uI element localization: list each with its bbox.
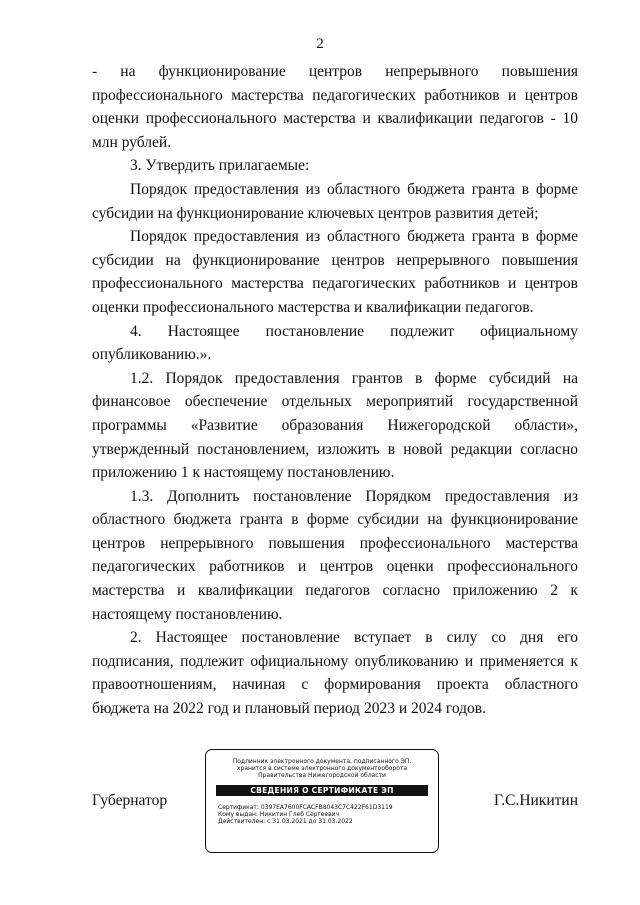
signatory-position: Губернатор	[92, 792, 168, 809]
valid-value: с 31.03.2021 до 31.03.2022	[267, 818, 353, 826]
paragraph-bullet: - на функционирование центров непрерывного повышения профессионального мастерства педагогических работников и центров оценки профессионального мастерства и квалификации педагогов - 10 млн рублей.	[92, 63, 578, 151]
certificate-value: 0397EA7600FCACFB8043C7C422F61D3119	[260, 803, 393, 811]
stamp-details	[218, 804, 438, 826]
paragraph: 4. Настоящее постановление подлежит официальному опубликованию.».	[92, 322, 578, 364]
signatory-name: Г.С.Никитин	[494, 792, 578, 809]
paragraph: 1.3. Дополнить постановление Порядком предоставления из областного бюджета гранта в форме субсидии на функционирование центров непрерывного повышения профессионального мастерства педагогических работников и центров оценки профессионального мастерства и квалификации педагогов согласно приложению 2 к настоящему постановлению.	[92, 487, 578, 623]
stamp-header-line: Подлинник электронного документа, подписанного ЭП,	[232, 758, 412, 765]
stamp-header-line: Правительства Нижегородской области	[258, 772, 386, 780]
issued-to-value: Никитин Глеб Сергеевич	[259, 811, 340, 819]
page-number: 2	[316, 36, 324, 52]
electronic-signature-stamp	[205, 749, 439, 853]
certificate-row	[218, 804, 438, 811]
issued-to-row	[218, 811, 438, 818]
paragraph: Порядок предоставления из областного бюджета гранта в форме субсидии на функционирование центров непрерывного повышения профессионального мастерства педагогических работников и центров оценки профессионального мастерства и квалификации педагогов.	[92, 228, 578, 316]
valid-row	[218, 818, 438, 825]
certificate-label: Сертификат:	[218, 803, 259, 811]
stamp-header	[206, 758, 438, 780]
paragraph: Порядок предоставления из областного бюджета гранта в форме субсидии на функционирование ключевых центров развития детей;	[92, 180, 578, 222]
paragraph: 2. Настоящее постановление вступает в силу со дня его подписания, подлежит официальному опубликованию и применяется к правоотношениям, начиная с формирования проекта областного бюджета на 2022 год и плановый период 2023 и 2024 годов.	[92, 629, 578, 718]
stamp-header-line: хранится в системе электронного документооборота	[236, 765, 408, 773]
paragraph: 1.2. Порядок предоставления грантов в форме субсидий на финансовое обеспечение отдельных мероприятий государственной программы «Развитие образования Нижегородской области», утвержденный постановлением, изложить в новой редакции согласно приложению 1 к настоящему постановлению.	[92, 369, 578, 482]
paragraph: 3. Утвердить прилагаемые:	[130, 157, 310, 175]
valid-label: Действителен:	[218, 818, 266, 826]
issued-to-label: Кому выдан:	[218, 811, 258, 819]
stamp-title: СВЕДЕНИЯ О СЕРТИФИКАТЕ ЭП	[216, 785, 428, 796]
document-body	[92, 60, 578, 721]
